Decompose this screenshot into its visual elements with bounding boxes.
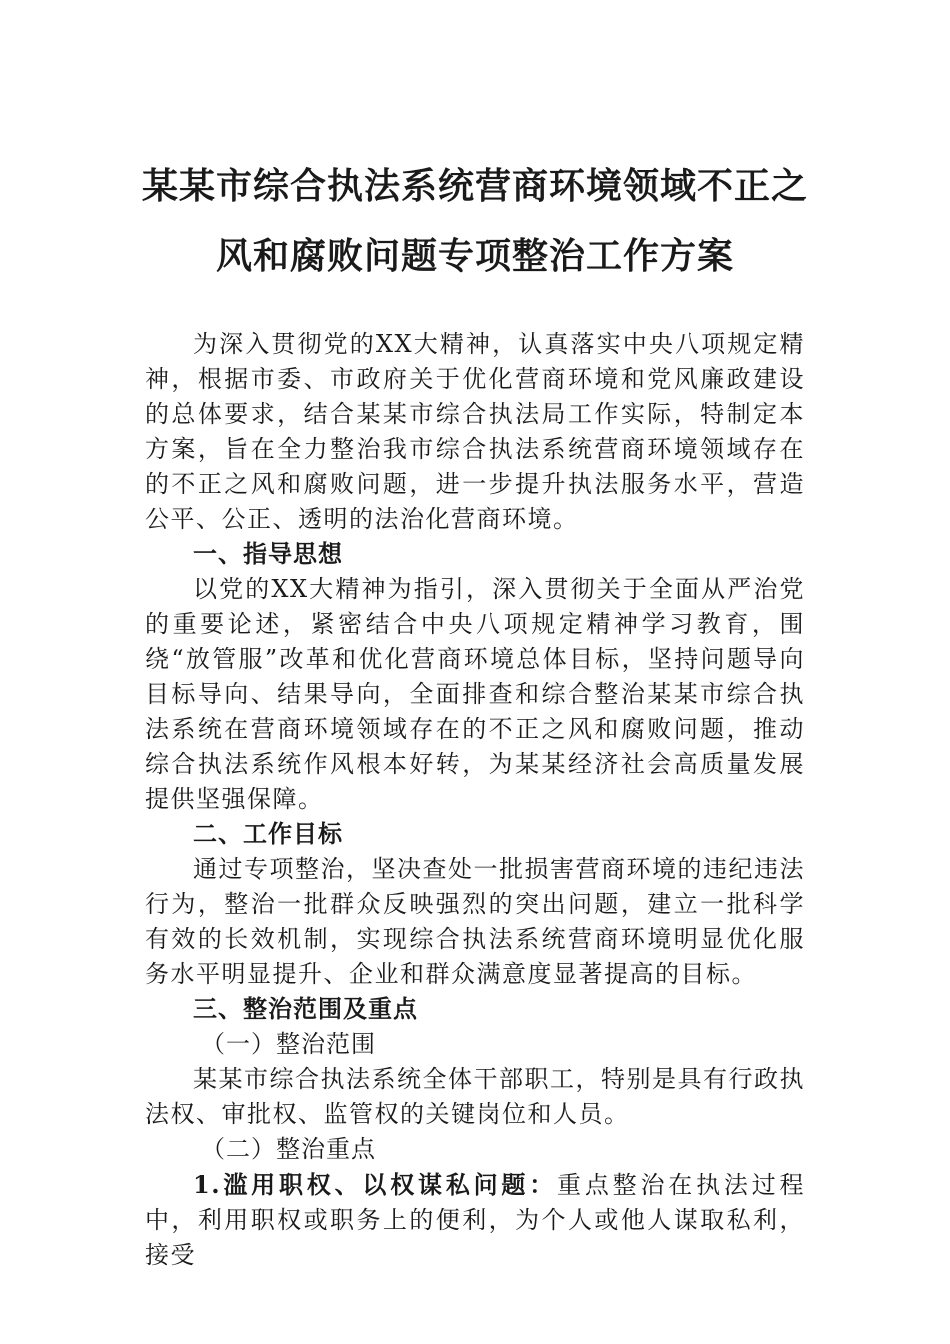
subsection-1-paragraph: 某某市综合执法系统全体干部职工，特别是具有行政执法权、审批权、监管权的关键岗位和人员。 [145, 1065, 805, 1128]
document-body [145, 327, 805, 1273]
document-title-line-1: 某某市综合执法系统营商环境领域不正之 [141, 165, 808, 207]
item-1-text: 重点整治在执法过程中，利用职权或职务上的便利，为个人或他人谋取私利，接受 [145, 1171, 805, 1269]
section-2-heading: 二、工作目标 [193, 820, 343, 848]
section-2-paragraph: 通过专项整治，坚决查处一批损害营商环境的违纪违法行为，整治一批群众反映强烈的突出问题，建立一批科学有效的长效机制，实现综合执法系统营商环境明显优化服务水平明显提升、企业和群众满意度显著提高的目标。 [145, 855, 805, 988]
section-1-heading: 一、指导思想 [193, 540, 343, 568]
intro-paragraph: 为深入贯彻党的XX大精神，认真落实中央八项规定精神，根据市委、市政府关于优化营商环境和党风廉政建设的总体要求，结合某某市综合执法局工作实际，特制定本方案，旨在全力整治我市综合执法系统营商环境领域存在的不正之风和腐败问题，进一步提升执法服务水平，营造公平、公正、透明的法治化营商环境。 [145, 330, 805, 533]
document-title-line-2: 风和腐败问题专项整治工作方案 [215, 235, 734, 277]
item-1-label: 1.滥用职权、以权谋私问题： [193, 1170, 558, 1199]
item-1-paragraph [145, 1167, 805, 1273]
subsection-2-heading: （二）整治重点 [201, 1135, 376, 1163]
section-1-paragraph: 以党的XX大精神为指引，深入贯彻关于全面从严治党的重要论述，紧密结合中央八项规定精神学习教育，围绕“放管服”改革和优化营商环境总体目标，坚持问题导向目标导向、结果导向，全面排查和综合整治某某市综合执法系统在营商环境领域存在的不正之风和腐败问题，推动综合执法系统作风根本好转，为某某经济社会高质量发展提供坚强保障。 [145, 575, 805, 813]
section-3-heading: 三、整治范围及重点 [193, 995, 418, 1023]
subsection-1-heading: （一）整治范围 [201, 1030, 376, 1058]
